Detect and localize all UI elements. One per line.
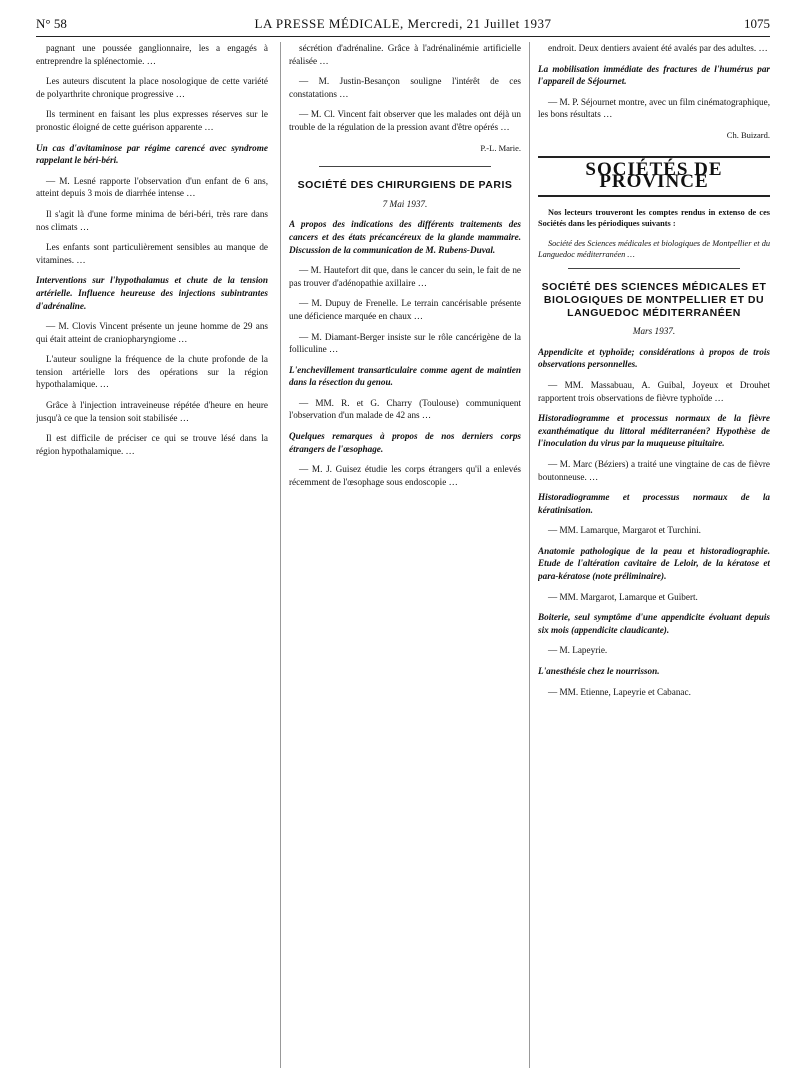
section-rule xyxy=(319,166,491,167)
subsection-title: Historadiogramme et processus normaux de la fièvre exanthématique du littoral méditerranéen? Hypothèse de l'inoculation du virus par la muqueuse pituitaire. xyxy=(538,413,770,449)
paragraph: endroit. Deux dentiers avaient été avalés par des adultes. … xyxy=(548,43,768,53)
paragraph: — MM. R. et G. Charry (Toulouse) communiquent l'observation d'un malade de 42 ans … xyxy=(289,397,521,421)
subsection-title: Quelques remarques à propos de nos derniers corps étrangers de l'œsophage. xyxy=(289,431,521,454)
subsection-title: L'enchevillement transarticulaire comme agent de maintien dans la résection du genou. xyxy=(289,364,521,388)
page-header xyxy=(36,14,770,36)
journal-title: LA PRESSE MÉDICALE, Mercredi, 21 Juillet 1937 xyxy=(254,16,552,31)
paragraph: Il est difficile de préciser ce qui se trouve lésé dans la région hypothalamique. … xyxy=(36,433,268,456)
paragraph: Ils terminent en faisant les plus expresses réserves sur le pronostic éloigné de cette guérison apparente … xyxy=(36,109,268,132)
column-separator xyxy=(280,42,281,1068)
subsection-title: L'anesthésie chez le nourrisson. xyxy=(538,666,660,677)
signature: P.-L. Marie. xyxy=(480,142,521,153)
paragraph: — M. Hautefort dit que, dans le cancer du sein, le fait de ne pas trouver d'adénopathie axillaire … xyxy=(289,265,521,288)
paragraph: — M. J. Guisez étudie les corps étrangers qu'il a enlevés récemment de l'œsophage sous endoscopie … xyxy=(289,464,521,487)
subsection-title: Anatomie pathologique de la peau et historadiographie. Etude de l'altération cavitaire de Leloir, de la kératose et para-kératose (note préliminaire). xyxy=(538,545,770,582)
page-number-left: N° 58 xyxy=(36,16,67,31)
column-2 xyxy=(289,42,521,1068)
subsection-title: Appendicite et typhoïde; considérations à propos de trois observations personnelles. xyxy=(538,346,770,370)
subsection-title: A propos des indications des différents traitements des cancers et des états précancéreux de la glande mammaire. Discussion de la communication de M. Rubens-Duval. xyxy=(289,219,521,255)
subsection-title: La mobilisation immédiate des fractures de l'humérus par l'appareil de Séjournet. xyxy=(538,63,770,87)
paragraph: — MM. Massabuau, A. Guibal, Joyeux et Drouhet rapportent trois observations de fièvre typhoïde … xyxy=(538,379,770,403)
subsection-title: Un cas d'avitaminose par régime carencé avec syndrome rappelant le béri-béri. xyxy=(36,142,268,166)
paragraph: — M. Justin-Besançon souligne l'intérêt de ces constatations … xyxy=(289,76,521,99)
section-date: Mars 1937. xyxy=(632,326,676,337)
header-rule xyxy=(36,36,770,37)
page-number-right: 1075 xyxy=(744,16,770,31)
periodical-reference: Société des Sciences médicales et biologiques de Montpellier et du Languedoc méditerranéen … xyxy=(538,238,770,259)
paragraph: — M. Diamant-Berger insiste sur le rôle cancérigène de la folliculine … xyxy=(289,331,521,355)
paragraph: — M. Lesné rapporte l'observation d'un enfant de 6 ans, atteint depuis 3 mois de diarrhée intense … xyxy=(36,175,268,199)
subsection-title: Boiterie, seul symptôme d'une appendicite évoluant depuis six mois (appendicite claudicante). xyxy=(538,612,770,635)
paragraph: — M. Marc (Béziers) a traité une vingtaine de cas de fièvre boutonneuse. … xyxy=(538,458,770,482)
signature: Ch. Buizard. xyxy=(726,129,770,140)
subsection-title: Historadiogramme et processus normaux de la kératinisation. xyxy=(538,492,770,515)
column-separator xyxy=(529,42,530,1068)
paragraph: — M. Clovis Vincent présente un jeune homme de 29 ans qui était atteint de craniopharyngiome … xyxy=(36,321,268,344)
paragraph: — MM. Etienne, Lapeyrie et Cabanac. xyxy=(548,686,691,697)
section-heading: SOCIÉTÉ DES CHIRURGIENS DE PARIS xyxy=(297,179,513,192)
paragraph: L'auteur souligne la fréquence de la chute profonde de la tension artérielle lors des opérations sur la région hypothalamique. … xyxy=(36,354,268,390)
paragraph: — M. Dupuy de Frenelle. Le terrain cancérisable présente une déficience marquée en chaux … xyxy=(289,298,521,321)
major-section-title: SOCIÉTÉS DE PROVINCE xyxy=(538,156,770,197)
paragraph: sécrétion d'adrénaline. Grâce à l'adrénalinémie artificielle réalisée … xyxy=(289,43,521,66)
paragraph: Les enfants sont particulièrement sensibles au manque de vitamines. … xyxy=(36,242,268,265)
paragraph: — M. P. Séjournet montre, avec un film cinématographique, les bons résultats … xyxy=(538,96,770,120)
paragraph: — M. Lapeyrie. xyxy=(548,645,608,656)
column-1 xyxy=(36,42,268,1068)
paragraph: Grâce à l'injection intraveineuse répétée d'heure en heure jusqu'à ce que la tension soit stabilisée … xyxy=(36,400,268,423)
paragraph: pagnant une poussée ganglionnaire, les a engagés à entreprendre la splénectomie. … xyxy=(36,43,268,66)
paragraph: Il s'agit là d'une forme minima de béri-béri, très rare dans nos climats … xyxy=(36,208,268,232)
section-date: 7 Mai 1937. xyxy=(382,198,428,209)
subsection-title: Interventions sur l'hypothalamus et chute de la tension artérielle. Influence heureuse des injections subintrantes d'adrénaline. xyxy=(36,275,268,311)
editorial-note: Nos lecteurs trouveront les comptes rendus in extenso de ces Sociétés dans les périodiques suivants : xyxy=(538,207,770,229)
section-heading: SOCIÉTÉ DES SCIENCES MÉDICALES ET BIOLOGIQUES DE MONTPELLIER ET DU LANGUEDOC MÉDITERRANÉEN xyxy=(541,281,767,319)
paragraph: Les auteurs discutent la place nosologique de cette variété de polyarthrite chronique progressive … xyxy=(36,76,268,99)
paragraph: — MM. Margarot, Lamarque et Guibert. xyxy=(548,591,698,602)
column-3 xyxy=(538,42,770,1068)
paragraph: — MM. Lamarque, Margarot et Turchini. xyxy=(548,525,701,536)
paragraph: — M. Cl. Vincent fait observer que les malades ont déjà un trouble de la régulation de la pression avant d'être opérés … xyxy=(289,109,521,132)
section-rule xyxy=(568,268,740,269)
